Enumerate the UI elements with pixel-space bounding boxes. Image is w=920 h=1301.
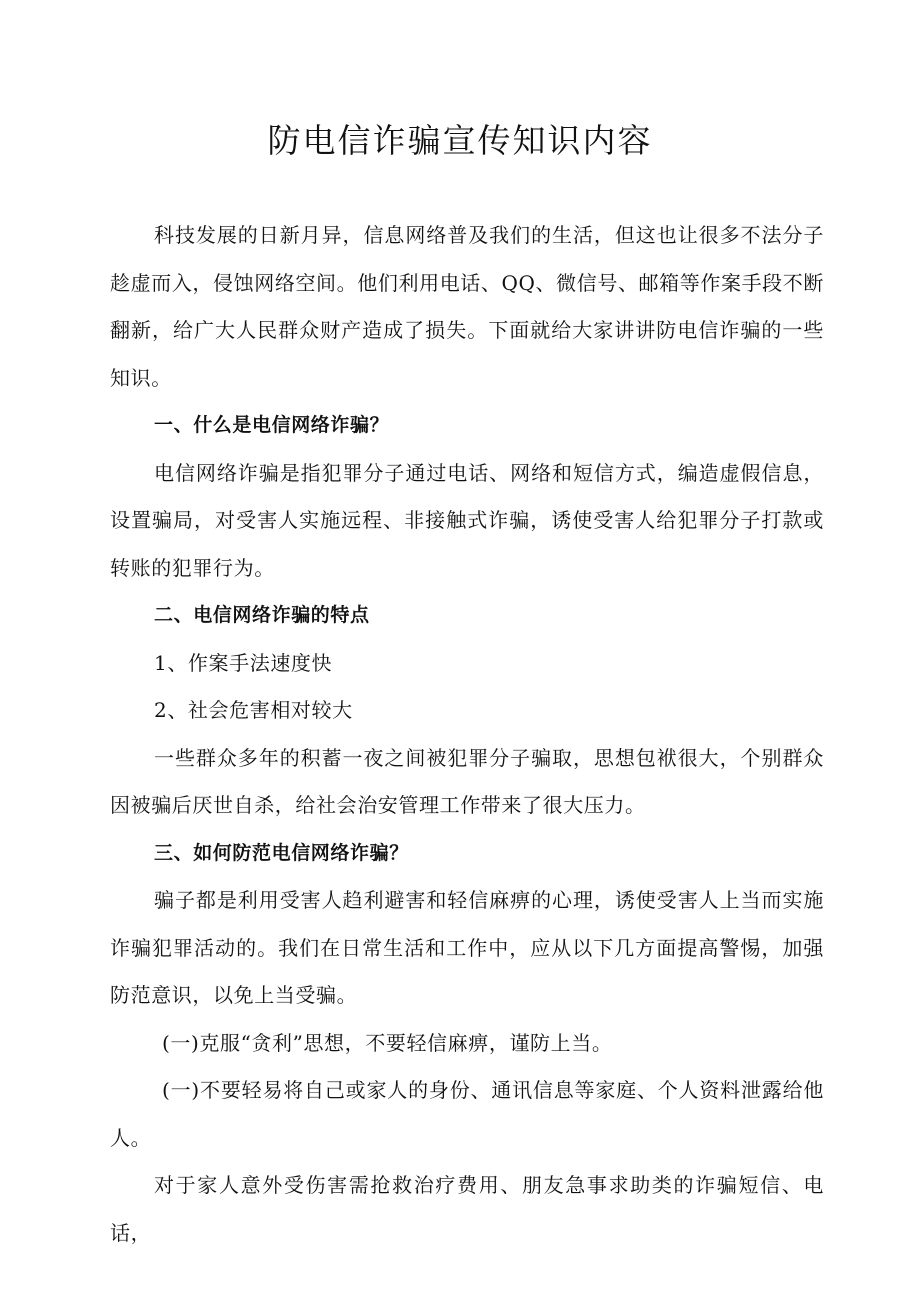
- intro-paragraph: 科技发展的日新月异，信息网络普及我们的生活，但这也让很多不法分子趁虚而入，侵蚀网络空间。他们利用电话、QQ、微信号、邮箱等作案手段不断翻新，给广大人民群众财产造成了损失。下面就给大家讲讲防电信诈骗的一些知识。: [110, 223, 824, 390]
- harm-paragraph: 一些群众多年的积蓄一夜之间被犯罪分子骗取，思想包袱很大，个别群众因被骗后厌世自杀，给社会治安管理工作带来了很大压力。: [110, 745, 824, 817]
- family-emergency-paragraph: 对于家人意外受伤害需抢救治疗费用、朋友急事求助类的诈骗短信、电话，: [110, 1173, 824, 1245]
- feature-item-1: 1、作案手法速度快: [154, 650, 333, 675]
- document-body: [110, 212, 824, 1257]
- prevention-point-1: (一)克服“贪利”思想，不要轻信麻痹，谨防上当。: [162, 1030, 613, 1055]
- section-heading-features: 二、电信网络诈骗的特点: [154, 604, 370, 626]
- section-heading-prevention: 三、如何防范电信网络诈骗？: [154, 841, 409, 864]
- section-heading-what-is: 一、什么是电信网络诈骗？: [154, 414, 390, 436]
- prevention-paragraph: 骗子都是利用受害人趋利避害和轻信麻痹的心理，诱使受害人上当而实施诈骗犯罪活动的。我们在日常生活和工作中，应从以下几方面提高警惕，加强防范意识，以免上当受骗。: [110, 888, 824, 1007]
- document-title: 防电信诈骗宣传知识内容: [267, 121, 653, 160]
- definition-paragraph: 电信网络诈骗是指犯罪分子通过电话、网络和短信方式，编造虚假信息，设置骗局，对受害人实施远程、非接触式诈骗，诱使受害人给犯罪分子打款或转账的犯罪行为。: [110, 460, 824, 580]
- feature-item-2: 2、社会危害相对较大: [154, 698, 353, 722]
- prevention-point-2: (一)不要轻易将自己或家人的身份、通讯信息等家庭、个人资料泄露给他人。: [110, 1078, 824, 1150]
